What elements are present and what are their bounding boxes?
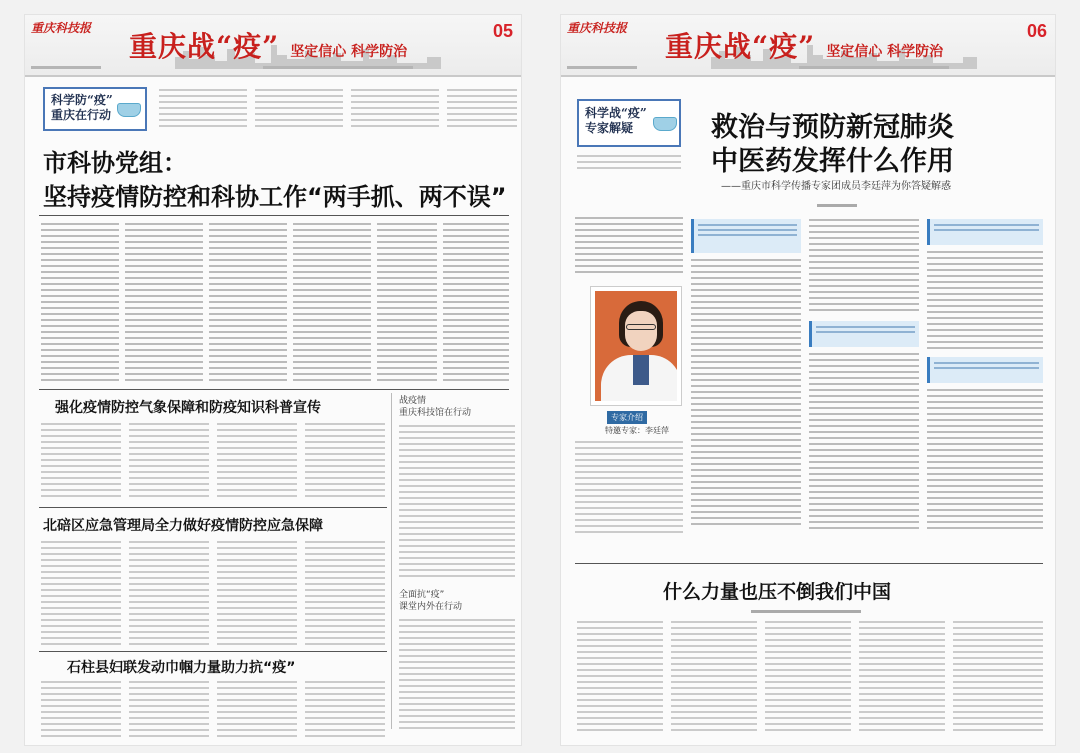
article-column	[953, 621, 1043, 731]
article-column	[41, 681, 121, 737]
article-column	[305, 541, 385, 645]
badge-line1: 科学战“疫”	[585, 106, 647, 120]
article-column	[217, 423, 297, 499]
intro-text	[575, 217, 683, 273]
article-column	[217, 541, 297, 645]
column-badge	[43, 87, 147, 131]
article-column	[217, 681, 297, 737]
banner-sub: 坚定信心 科学防治	[826, 44, 944, 60]
headline-line2: 坚持疫情防控和科协工作“两手抓、两不误”	[43, 183, 507, 211]
side-story-text	[399, 619, 515, 731]
intro-text	[255, 89, 343, 129]
banner-sub: 坚定信心 科学防治	[290, 44, 408, 60]
answer-column	[927, 251, 1043, 351]
divider	[39, 389, 509, 390]
headline-line1: 救治与预防新冠肺炎	[711, 112, 954, 143]
banner	[665, 25, 943, 65]
section-title-beibei: 北碚区应急管理局全力做好疫情防控应急保障	[43, 518, 323, 534]
divider	[39, 507, 387, 508]
face-mask-icon	[653, 117, 677, 131]
answer-column	[809, 353, 919, 529]
article-column	[577, 621, 663, 731]
page-number: 06	[1026, 21, 1047, 41]
newspaper-page-06	[560, 14, 1056, 746]
headline-line1: 市科协党组：	[43, 149, 187, 177]
answer-column	[809, 219, 919, 315]
article-column	[859, 621, 945, 731]
byline	[817, 201, 857, 209]
divider	[39, 215, 509, 216]
expert-photo	[591, 287, 681, 405]
article-column	[293, 223, 371, 383]
masthead	[25, 15, 521, 77]
badge-byline	[577, 155, 681, 171]
date-strip	[561, 63, 1055, 75]
side-story-title	[399, 395, 471, 419]
date-strip	[25, 63, 521, 75]
byline	[751, 607, 861, 615]
answer-column	[691, 259, 801, 529]
badge-line2: 重庆在行动	[51, 108, 112, 122]
badge-line1: 科学防“疫”	[51, 93, 113, 107]
paper-name: 重庆科技报	[567, 21, 628, 35]
article-column	[377, 223, 437, 383]
photo-caption: 特邀专家：李廷萍	[605, 426, 669, 435]
article-column	[305, 423, 385, 499]
article-column	[443, 223, 509, 383]
banner-main: 重庆战“疫”	[129, 30, 280, 63]
badge-line2: 专家解疑	[585, 121, 634, 135]
article-column	[671, 621, 757, 731]
side-story-title	[399, 589, 462, 613]
article-column	[129, 541, 209, 645]
answer-column	[927, 389, 1043, 529]
side-line1: 战疫情	[399, 396, 427, 406]
section-title-china: 什么力量也压不倒我们中国	[663, 581, 892, 603]
paper-name: 重庆科技报	[31, 21, 92, 35]
section-title-shizhu: 石柱县妇联发动巾帼力量助力抗“疫”	[67, 660, 296, 676]
article-column	[41, 223, 119, 383]
side-line2: 课堂内外在行动	[399, 602, 463, 612]
bio-text	[575, 441, 683, 537]
photo-tag: 专家介绍	[607, 411, 647, 424]
side-line2: 重庆科技馆在行动	[399, 408, 472, 418]
section-title-weather: 强化疫情防控气象保障和防疫知识科普宣传	[55, 400, 321, 416]
article-column	[129, 423, 209, 499]
intro-text	[351, 89, 439, 129]
article-column	[129, 681, 209, 737]
masthead	[561, 15, 1055, 77]
side-line1: 全面抗“疫”	[399, 590, 445, 600]
article-column	[41, 541, 121, 645]
face-mask-icon	[117, 103, 141, 117]
headline-line2: 中医药发挥什么作用	[711, 146, 954, 177]
newspaper-page-05	[24, 14, 522, 746]
question-box	[691, 219, 801, 253]
column-badge	[577, 99, 681, 147]
article-column	[765, 621, 851, 731]
question-box	[809, 321, 919, 347]
divider	[575, 563, 1043, 564]
question-box	[927, 357, 1043, 383]
question-box	[927, 219, 1043, 245]
intro-text	[159, 89, 247, 129]
article-column	[41, 423, 121, 499]
headline-subtitle: ——重庆市科学传播专家团成员李廷萍为你答疑解惑	[721, 181, 951, 192]
article-column	[209, 223, 287, 383]
article-column	[305, 681, 385, 737]
page-number: 05	[492, 21, 513, 41]
banner	[129, 25, 407, 65]
intro-text	[447, 89, 517, 129]
column-separator	[391, 393, 392, 729]
article-column	[125, 223, 203, 383]
divider	[39, 651, 387, 652]
side-story-text	[399, 425, 515, 581]
banner-main: 重庆战“疫”	[665, 30, 816, 63]
